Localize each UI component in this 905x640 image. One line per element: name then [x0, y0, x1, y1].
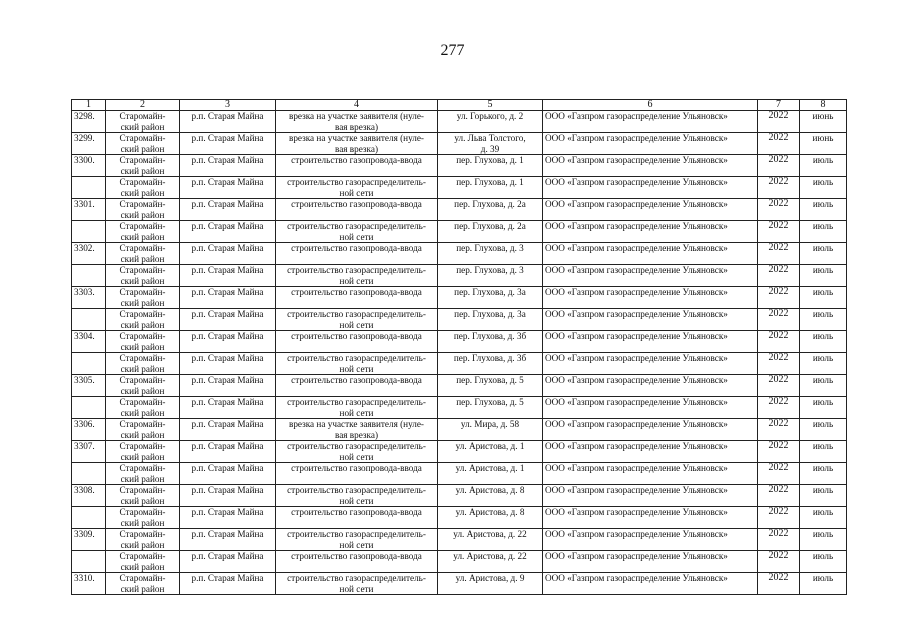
district-cell: Старомайн- ский район [106, 419, 180, 441]
row-number-cell: 3307. [72, 441, 106, 463]
district-cell: Старомайн- ский район [106, 573, 180, 595]
locality-cell: р.п. Старая Майна [180, 485, 276, 507]
table-row [72, 463, 847, 485]
address-cell: пер. Глухова, д. 2а [438, 221, 543, 243]
year-cell: 2022 [758, 309, 800, 331]
year-cell: 2022 [758, 463, 800, 485]
address-cell: ул. Аристова, д. 1 [438, 463, 543, 485]
year-cell: 2022 [758, 265, 800, 287]
work-type-cell: строительство газораспределитель- ной сети [276, 221, 438, 243]
table-row [72, 199, 847, 221]
month-cell: июль [800, 573, 847, 595]
row-number-cell [72, 221, 106, 243]
year-cell: 2022 [758, 243, 800, 265]
address-cell: пер. Глухова, д. 5 [438, 397, 543, 419]
table-row [72, 397, 847, 419]
organization-cell: ООО «Газпром газораспределение Ульяновск» [543, 463, 758, 485]
column-number: 3 [180, 100, 276, 111]
address-cell: ул. Аристова, д. 9 [438, 573, 543, 595]
row-number-cell: 3309. [72, 529, 106, 551]
address-cell: пер. Глухова, д. 3 [438, 243, 543, 265]
work-type-cell: строительство газораспределитель- ной сети [276, 397, 438, 419]
year-cell: 2022 [758, 177, 800, 199]
locality-cell: р.п. Старая Майна [180, 507, 276, 529]
table-row [72, 573, 847, 595]
year-cell: 2022 [758, 287, 800, 309]
row-number-cell: 3303. [72, 287, 106, 309]
table-row [72, 155, 847, 177]
month-cell: июль [800, 221, 847, 243]
month-cell: июль [800, 419, 847, 441]
work-type-cell: строительство газораспределитель- ной сети [276, 353, 438, 375]
year-cell: 2022 [758, 375, 800, 397]
address-cell: ул. Аристова, д. 8 [438, 485, 543, 507]
month-cell: июль [800, 155, 847, 177]
column-number: 4 [276, 100, 438, 111]
column-number: 7 [758, 100, 800, 111]
organization-cell: ООО «Газпром газораспределение Ульяновск» [543, 155, 758, 177]
district-cell: Старомайн- ский район [106, 309, 180, 331]
work-type-cell: врезка на участке заявителя (нуле- вая врезка) [276, 111, 438, 133]
organization-cell: ООО «Газпром газораспределение Ульяновск» [543, 529, 758, 551]
locality-cell: р.п. Старая Майна [180, 551, 276, 573]
table-row [72, 507, 847, 529]
month-cell: июль [800, 353, 847, 375]
schedule-table [71, 99, 847, 595]
table-row [72, 419, 847, 441]
year-cell: 2022 [758, 573, 800, 595]
locality-cell: р.п. Старая Майна [180, 375, 276, 397]
year-cell: 2022 [758, 551, 800, 573]
row-number-cell: 3305. [72, 375, 106, 397]
row-number-cell [72, 177, 106, 199]
locality-cell: р.п. Старая Майна [180, 441, 276, 463]
month-cell: июль [800, 243, 847, 265]
year-cell: 2022 [758, 111, 800, 133]
row-number-cell [72, 353, 106, 375]
locality-cell: р.п. Старая Майна [180, 199, 276, 221]
table-row [72, 441, 847, 463]
organization-cell: ООО «Газпром газораспределение Ульяновск» [543, 111, 758, 133]
table-row [72, 551, 847, 573]
locality-cell: р.п. Старая Майна [180, 309, 276, 331]
row-number-cell: 3304. [72, 331, 106, 353]
month-cell: июль [800, 551, 847, 573]
district-cell: Старомайн- ский район [106, 199, 180, 221]
organization-cell: ООО «Газпром газораспределение Ульяновск» [543, 353, 758, 375]
address-cell: пер. Глухова, д. 1 [438, 177, 543, 199]
organization-cell: ООО «Газпром газораспределение Ульяновск» [543, 199, 758, 221]
table-row [72, 309, 847, 331]
organization-cell: ООО «Газпром газораспределение Ульяновск» [543, 573, 758, 595]
work-type-cell: строительство газораспределитель- ной сети [276, 529, 438, 551]
column-number: 1 [72, 100, 106, 111]
month-cell: июль [800, 265, 847, 287]
work-type-cell: строительство газопровода-ввода [276, 243, 438, 265]
work-type-cell: строительство газораспределитель- ной сети [276, 177, 438, 199]
table-row [72, 529, 847, 551]
table-row [72, 287, 847, 309]
district-cell: Старомайн- ский район [106, 177, 180, 199]
address-cell: ул. Льва Толстого, д. 39 [438, 133, 543, 155]
address-cell: пер. Глухова, д. 5 [438, 375, 543, 397]
organization-cell: ООО «Газпром газораспределение Ульяновск» [543, 177, 758, 199]
locality-cell: р.п. Старая Майна [180, 419, 276, 441]
month-cell: июль [800, 463, 847, 485]
locality-cell: р.п. Старая Майна [180, 287, 276, 309]
address-cell: пер. Глухова, д. 1 [438, 155, 543, 177]
row-number-cell: 3306. [72, 419, 106, 441]
locality-cell: р.п. Старая Майна [180, 177, 276, 199]
locality-cell: р.п. Старая Майна [180, 265, 276, 287]
row-number-cell [72, 507, 106, 529]
district-cell: Старомайн- ский район [106, 551, 180, 573]
organization-cell: ООО «Газпром газораспределение Ульяновск» [543, 265, 758, 287]
year-cell: 2022 [758, 221, 800, 243]
organization-cell: ООО «Газпром газораспределение Ульяновск» [543, 375, 758, 397]
row-number-cell: 3302. [72, 243, 106, 265]
work-type-cell: строительство газораспределитель- ной сети [276, 309, 438, 331]
month-cell: июль [800, 309, 847, 331]
year-cell: 2022 [758, 485, 800, 507]
district-cell: Старомайн- ский район [106, 397, 180, 419]
row-number-cell: 3300. [72, 155, 106, 177]
work-type-cell: строительство газопровода-ввода [276, 551, 438, 573]
month-cell: июль [800, 529, 847, 551]
address-cell: пер. Глухова, д. 3б [438, 331, 543, 353]
organization-cell: ООО «Газпром газораспределение Ульяновск» [543, 309, 758, 331]
address-cell: пер. Глухова, д. 3 [438, 265, 543, 287]
row-number-cell [72, 309, 106, 331]
table-row [72, 177, 847, 199]
month-cell: июль [800, 507, 847, 529]
address-cell: пер. Глухова, д. 2а [438, 199, 543, 221]
month-cell: июль [800, 331, 847, 353]
table-row [72, 221, 847, 243]
month-cell: июль [800, 441, 847, 463]
row-number-cell [72, 463, 106, 485]
locality-cell: р.п. Старая Майна [180, 573, 276, 595]
month-cell: июль [800, 485, 847, 507]
row-number-cell: 3308. [72, 485, 106, 507]
work-type-cell: строительство газораспределитель- ной сети [276, 485, 438, 507]
table-row [72, 375, 847, 397]
district-cell: Старомайн- ский район [106, 485, 180, 507]
organization-cell: ООО «Газпром газораспределение Ульяновск» [543, 507, 758, 529]
locality-cell: р.п. Старая Майна [180, 331, 276, 353]
work-type-cell: строительство газопровода-ввода [276, 199, 438, 221]
table-row [72, 353, 847, 375]
work-type-cell: строительство газопровода-ввода [276, 463, 438, 485]
address-cell: ул. Аристова, д. 1 [438, 441, 543, 463]
district-cell: Старомайн- ский район [106, 353, 180, 375]
work-type-cell: строительство газопровода-ввода [276, 507, 438, 529]
row-number-cell: 3301. [72, 199, 106, 221]
district-cell: Старомайн- ский район [106, 133, 180, 155]
page-number: 277 [440, 42, 465, 59]
district-cell: Старомайн- ский район [106, 221, 180, 243]
month-cell: июнь [800, 111, 847, 133]
district-cell: Старомайн- ский район [106, 265, 180, 287]
year-cell: 2022 [758, 419, 800, 441]
address-cell: пер. Глухова, д. 3а [438, 309, 543, 331]
table-row [72, 485, 847, 507]
month-cell: июнь [800, 133, 847, 155]
organization-cell: ООО «Газпром газораспределение Ульяновск» [543, 221, 758, 243]
district-cell: Старомайн- ский район [106, 375, 180, 397]
locality-cell: р.п. Старая Майна [180, 353, 276, 375]
address-cell: ул. Аристова, д. 22 [438, 529, 543, 551]
organization-cell: ООО «Газпром газораспределение Ульяновск» [543, 485, 758, 507]
year-cell: 2022 [758, 155, 800, 177]
organization-cell: ООО «Газпром газораспределение Ульяновск» [543, 287, 758, 309]
work-type-cell: строительство газораспределитель- ной сети [276, 573, 438, 595]
table-row [72, 331, 847, 353]
work-type-cell: строительство газопровода-ввода [276, 331, 438, 353]
organization-cell: ООО «Газпром газораспределение Ульяновск» [543, 441, 758, 463]
district-cell: Старомайн- ский район [106, 331, 180, 353]
year-cell: 2022 [758, 331, 800, 353]
district-cell: Старомайн- ский район [106, 463, 180, 485]
table-body [72, 111, 847, 595]
table-row [72, 133, 847, 155]
month-cell: июль [800, 287, 847, 309]
year-cell: 2022 [758, 199, 800, 221]
locality-cell: р.п. Старая Майна [180, 155, 276, 177]
locality-cell: р.п. Старая Майна [180, 529, 276, 551]
organization-cell: ООО «Газпром газораспределение Ульяновск» [543, 551, 758, 573]
work-type-cell: строительство газораспределитель- ной сети [276, 441, 438, 463]
table-row [72, 243, 847, 265]
row-number-cell [72, 551, 106, 573]
district-cell: Старомайн- ский район [106, 111, 180, 133]
table-row [72, 265, 847, 287]
work-type-cell: врезка на участке заявителя (нуле- вая врезка) [276, 133, 438, 155]
column-number: 6 [543, 100, 758, 111]
year-cell: 2022 [758, 441, 800, 463]
district-cell: Старомайн- ский район [106, 529, 180, 551]
row-number-cell [72, 397, 106, 419]
month-cell: июль [800, 397, 847, 419]
work-type-cell: врезка на участке заявителя (нуле- вая врезка) [276, 419, 438, 441]
year-cell: 2022 [758, 353, 800, 375]
district-cell: Старомайн- ский район [106, 441, 180, 463]
year-cell: 2022 [758, 397, 800, 419]
row-number-cell [72, 265, 106, 287]
column-number: 8 [800, 100, 847, 111]
row-number-cell: 3310. [72, 573, 106, 595]
address-cell: пер. Глухова, д. 3б [438, 353, 543, 375]
locality-cell: р.п. Старая Майна [180, 397, 276, 419]
district-cell: Старомайн- ский район [106, 507, 180, 529]
district-cell: Старомайн- ский район [106, 243, 180, 265]
locality-cell: р.п. Старая Майна [180, 133, 276, 155]
row-number-cell: 3298. [72, 111, 106, 133]
address-cell: ул. Мира, д. 58 [438, 419, 543, 441]
work-type-cell: строительство газопровода-ввода [276, 155, 438, 177]
column-number: 5 [438, 100, 543, 111]
locality-cell: р.п. Старая Майна [180, 221, 276, 243]
district-cell: Старомайн- ский район [106, 155, 180, 177]
locality-cell: р.п. Старая Майна [180, 463, 276, 485]
table-row [72, 111, 847, 133]
locality-cell: р.п. Старая Майна [180, 111, 276, 133]
year-cell: 2022 [758, 507, 800, 529]
year-cell: 2022 [758, 529, 800, 551]
organization-cell: ООО «Газпром газораспределение Ульяновск» [543, 133, 758, 155]
column-number: 2 [106, 100, 180, 111]
organization-cell: ООО «Газпром газораспределение Ульяновск» [543, 243, 758, 265]
year-cell: 2022 [758, 133, 800, 155]
row-number-cell: 3299. [72, 133, 106, 155]
locality-cell: р.п. Старая Майна [180, 243, 276, 265]
address-cell: ул. Аристова, д. 22 [438, 551, 543, 573]
work-type-cell: строительство газораспределитель- ной сети [276, 265, 438, 287]
month-cell: июль [800, 375, 847, 397]
organization-cell: ООО «Газпром газораспределение Ульяновск» [543, 331, 758, 353]
work-type-cell: строительство газопровода-ввода [276, 375, 438, 397]
work-type-cell: строительство газопровода-ввода [276, 287, 438, 309]
address-cell: ул. Аристова, д. 8 [438, 507, 543, 529]
month-cell: июль [800, 177, 847, 199]
district-cell: Старомайн- ский район [106, 287, 180, 309]
month-cell: июль [800, 199, 847, 221]
address-cell: ул. Горького, д. 2 [438, 111, 543, 133]
column-number-row [72, 100, 847, 111]
address-cell: пер. Глухова, д. 3а [438, 287, 543, 309]
organization-cell: ООО «Газпром газораспределение Ульяновск» [543, 397, 758, 419]
organization-cell: ООО «Газпром газораспределение Ульяновск» [543, 419, 758, 441]
